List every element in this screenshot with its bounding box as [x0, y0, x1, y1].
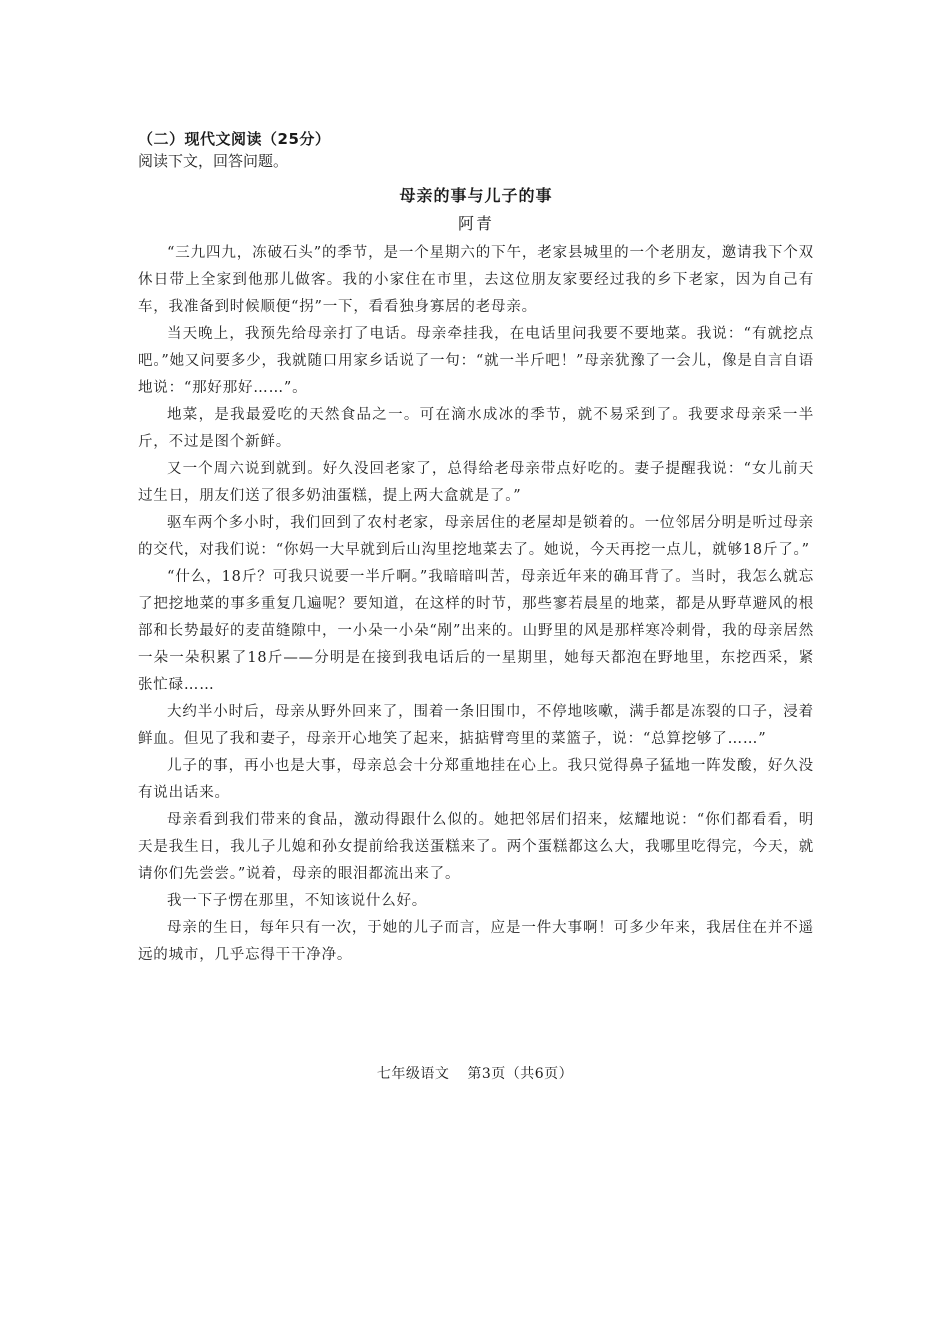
article-author: 阿青	[457, 214, 494, 233]
article-paragraph: 母亲的生日，每年只有一次，于她的儿子而言，应是一件大事啊！可多少年来，我居住在并不遥远的城市，几乎忘得干干净净。	[138, 920, 814, 963]
page-footer	[0, 1064, 950, 1084]
article-paragraph: 儿子的事，再小也是大事，母亲总会十分郑重地挂在心上。我只觉得鼻子猛地一阵发酸，好久没有说出话来。	[138, 758, 814, 801]
section-heading: （二）现代文阅读（25分）	[138, 130, 331, 148]
article-paragraph: 驱车两个多小时，我们回到了农村老家，母亲居住的老屋却是锁着的。一位邻居分明是听过母亲的交代，对我们说：“你妈一大早就到后山沟里挖地菜去了。她说，今天再挖一点儿，就够18斤了。”	[138, 515, 814, 558]
article-paragraph: “三九四九，冻破石头”的季节，是一个星期六的下午，老家县城里的一个老朋友，邀请我下个双休日带上全家到他那儿做客。我的小家住在市里，去这位朋友家要经过我的乡下老家，因为自己有车，我准备到时候顺便“拐”一下，看看独身寡居的老母亲。	[138, 245, 814, 315]
article-paragraph: 又一个周六说到就到。好久没回老家了，总得给老母亲带点好吃的。妻子提醒我说：“女儿前天过生日，朋友们送了很多奶油蛋糕，提上两大盒就是了。”	[138, 461, 814, 504]
reading-instruction: 阅读下文，回答问题。	[138, 152, 289, 170]
article-paragraph: “什么，18斤？可我只说要一半斤啊。”我暗暗叫苦，母亲近年来的确耳背了。当时，我怎么就忘了把挖地菜的事多重复几遍呢？要知道，在这样的时节，那些寥若晨星的地菜，都是从野草避风的根部和长势最好的麦苗缝隙中，一小朵一小朵“剐”出来的。山野里的风是那样寒冷刺骨，我的母亲居然一朵一朵积累了18斤——分明是在接到我电话后的一星期里，她每天都泡在野地里，东挖西采，紧张忙碌……	[138, 569, 814, 693]
article-paragraph: 我一下子愣在那里，不知该说什么好。	[167, 893, 428, 909]
article-paragraph: 地菜，是我最爱吃的天然食品之一。可在滴水成冰的季节，就不易采到了。我要求母亲采一半斤，不过是图个新鲜。	[138, 407, 814, 450]
exam-page	[138, 128, 814, 969]
article-paragraph: 当天晚上，我预先给母亲打了电话。母亲牵挂我，在电话里问我要不要地菜。我说：“有就挖点吧。”她又问要多少，我就随口用家乡话说了一句：“就一半斤吧！”母亲犹豫了一会儿，像是自言自语地说：“那好那好……”。	[138, 326, 814, 396]
article-paragraph: 母亲看到我们带来的食品，激动得跟什么似的。她把邻居们招来，炫耀地说：“你们都看看，明天是我生日，我儿子儿媳和孙女提前给我送蛋糕来了。两个蛋糕都这么大，我哪里吃得完，今天，就请你们先尝尝。”说着，母亲的眼泪都流出来了。	[138, 812, 814, 882]
article-title: 母亲的事与儿子的事	[399, 186, 553, 205]
footer-subject: 七年级语文	[376, 1066, 450, 1082]
article-paragraph: 大约半小时后，母亲从野外回来了，围着一条旧围巾，不停地咳嗽，满手都是冻裂的口子，浸着鲜血。但见了我和妻子，母亲开心地笑了起来，掂掂臂弯里的菜篮子，说：“总算挖够了……”	[138, 704, 814, 747]
footer-page-number: 第3页（共6页）	[467, 1066, 574, 1082]
article-body	[138, 240, 814, 969]
